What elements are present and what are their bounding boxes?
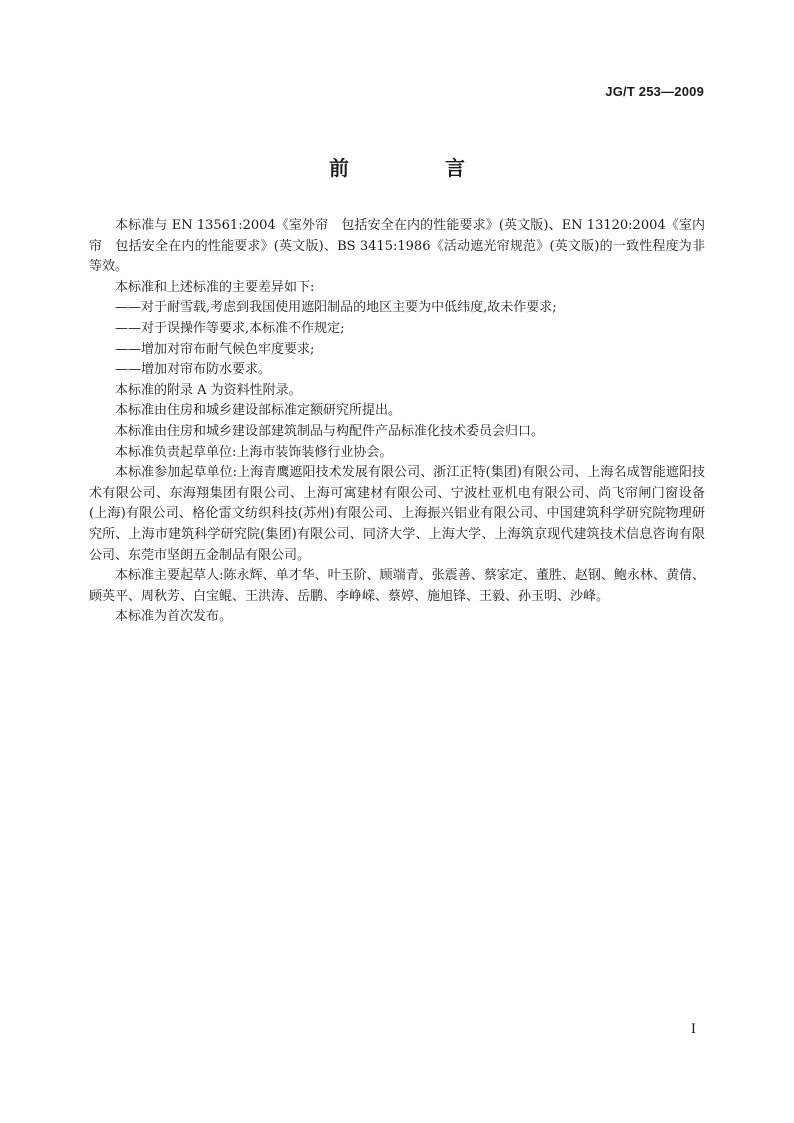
paragraph-participating-drafters: 本标准参加起草单位:上海青鹰遮阳技术发展有限公司、浙江正特(集团)有限公司、上海名成智能遮阳技术有限公司、东海翔集团有限公司、上海可寓建材有限公司、宁波杜亚机电有限公司、尚飞帘闸门窗设备(上海)有限公司、格伦雷文纺织科技(苏州)有限公司、上海振兴铝业有限公司、中国建筑科学研究院物理研究所、上海市建筑科学研究院(集团)有限公司、同济大学、上海大学、上海筑京现代建筑技术信息咨询有限公司、东莞市坚朗五金制品有限公司。 — [89, 465, 705, 563]
paragraph-first-release: 本标准为首次发布。 — [115, 609, 233, 625]
paragraph-main-drafters: 本标准主要起草人:陈永辉、单才华、叶玉阶、顾端青、张震善、蔡家定、董胜、赵钢、鲍永林、黄倩、顾英平、周秋芳、白宝鲲、王洪涛、岳鹏、李峥嵘、蔡婷、施旭锋、王毅、孙玉明、沙峰。 — [89, 568, 705, 604]
paragraph-equivalence: 本标准与 EN 13561:2004《室外帘 包括安全在内的性能要求》(英文版)、EN 13120:2004《室内帘 包括安全在内的性能要求》(英文版)、BS 3415:1986《活动遮光帘规范》(英文版)的一致性程度为非等效。 — [89, 218, 705, 275]
foreword-body — [89, 216, 705, 628]
page-title: 前 言 — [329, 156, 503, 180]
difference-item-misoperation: ——对于误操作等要求,本标准不作规定; — [115, 320, 345, 336]
paragraph-differences-intro: 本标准和上述标准的主要差异如下: — [115, 279, 315, 295]
paragraph-proposed-by: 本标准由住房和城乡建设部标准定额研究所提出。 — [115, 403, 402, 419]
standard-code: JG/T 253—2009 — [605, 84, 704, 99]
paragraph-lead-drafter: 本标准负责起草单位:上海市装饰装修行业协会。 — [115, 444, 393, 460]
difference-item-waterproof: ——增加对帘布防水要求。 — [115, 362, 272, 378]
page-number: I — [690, 1022, 696, 1037]
paragraph-managed-by: 本标准由住房和城乡建设部建筑制品与构配件产品标准化技术委员会归口。 — [115, 423, 545, 439]
paragraph-appendix: 本标准的附录 A 为资料性附录。 — [115, 382, 302, 398]
difference-item-snow-load: ——对于耐雪载,考虑到我国使用遮阳制品的地区主要为中低纬度,故未作要求; — [115, 300, 557, 316]
difference-item-color-fastness: ——增加对帘布耐气候色牢度要求; — [115, 341, 315, 357]
